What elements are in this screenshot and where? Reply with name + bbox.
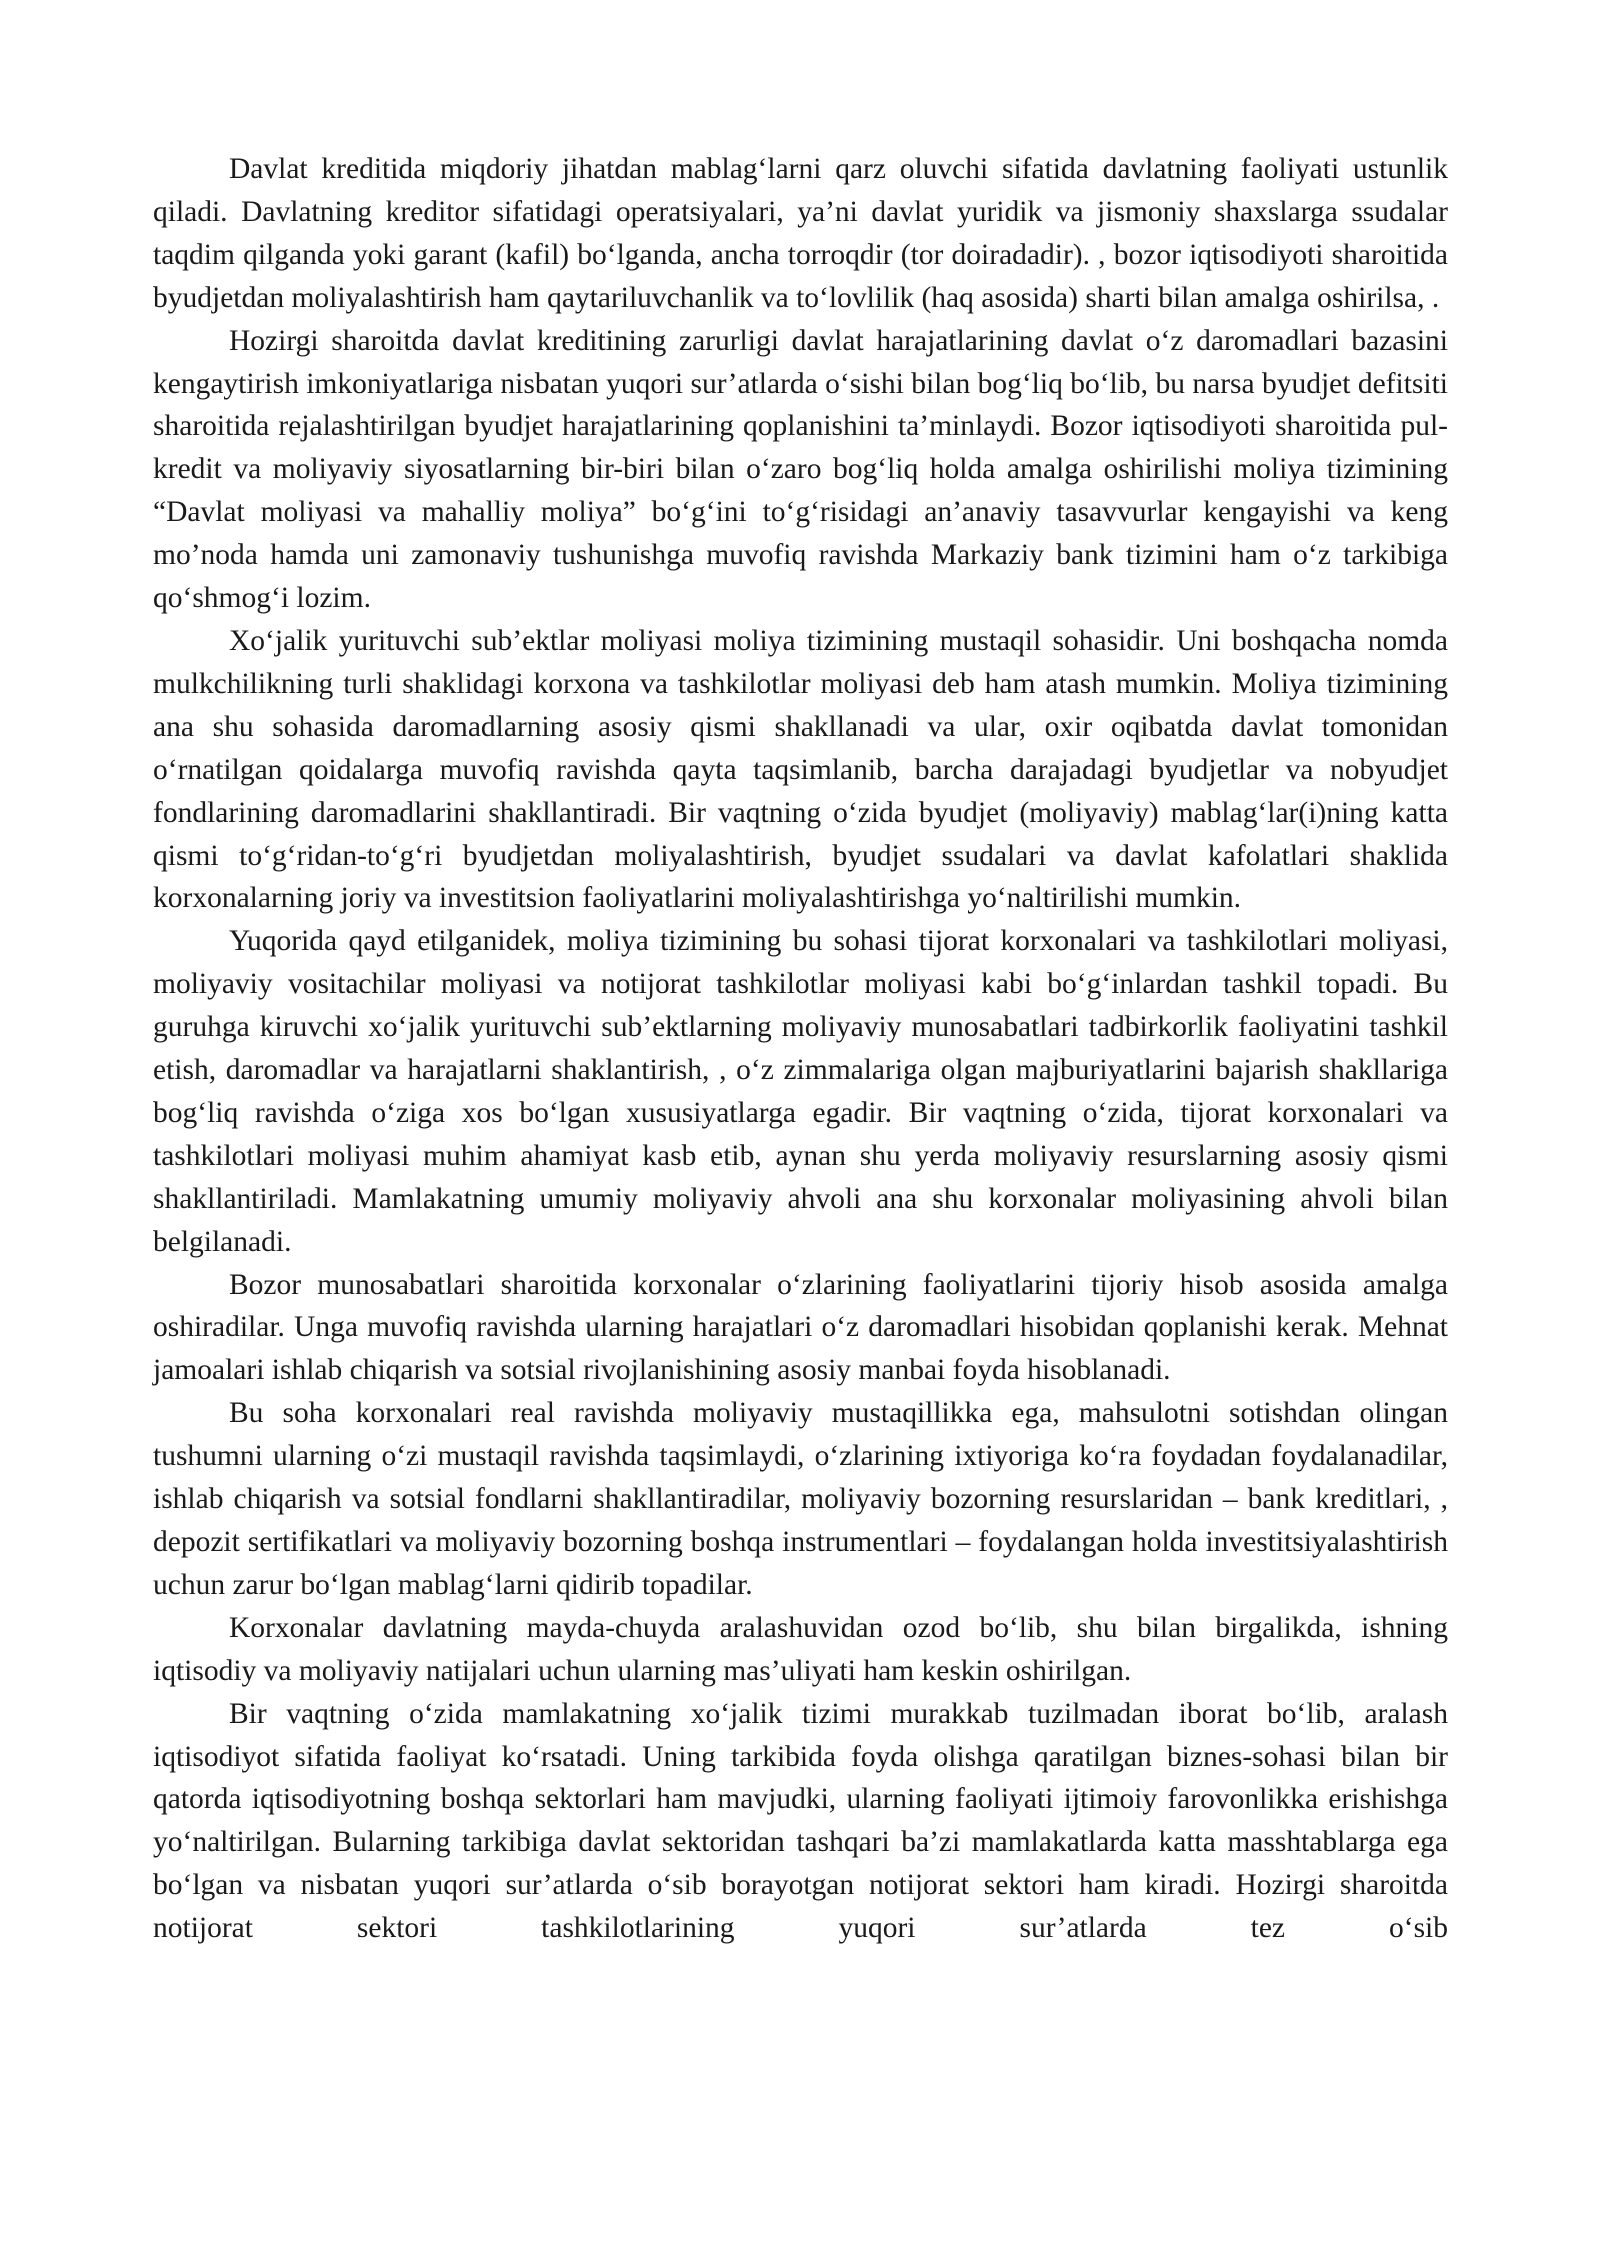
document-page [153,148,1448,1950]
paragraph-3: Xo‘jalik yurituvchi sub’ektlar moliyasi moliya tizimining mustaqil sohasidir. Uni boshqacha nomda mulkchilikning turli shaklidagi korxona va tashkilotlar moliyasi deb ham atash mumkin. Moliya tizimining ana shu sohasida daromadlarning asosiy qismi shakllanadi va ular, oxir oqibatda davlat tomonidan o‘rnatilgan qoidalarga muvofiq ravishda qayta taqsimlanib, barcha darajadagi byudjetlar va nobyudjet fondlarining daromadlarini shakllantiradi. Bir vaqtning o‘zida byudjet (moliyaviy) mablag‘lar(i)ning katta qismi to‘g‘ridan-to‘g‘ri byudjetdan moliyalashtirish, byudjet ssudalari va davlat kafolatlari shaklida korxonalarning joriy va investitsion faoliyatlarini moliyalashtirishga yo‘naltirilishi mumkin. [153,624,1448,915]
paragraph-6: Bu soha korxonalari real ravishda moliyaviy mustaqillikka ega, mahsulotni sotishdan olingan tushumni ularning o‘zi mustaqil ravishda taqsimlaydi, o‘zlarining ixtiyoriga ko‘ra foydadan foydalanadilar, ishlab chiqarish va sotsial fondlarni shakllantiradilar, moliyaviy bozorning resurslaridan – bank kreditlari, , depozit sertifikatlari va moliyaviy bozorning boshqa instrumentlari – foydalangan holda investitsiyalashtirish uchun zarur bo‘lgan mablag‘larni qidirib topadilar. [153,1397,1448,1601]
paragraph-1: Davlat kreditida miqdoriy jihatdan mablag‘larni qarz oluvchi sifatida davlatning faoliyati ustunlik qiladi. Davlatning kreditor sifatidagi operatsiyalari, ya’ni davlat yuridik va jismoniy shaxslarga ssudalar taqdim qilganda yoki garant (kafil) bo‘lganda, ancha torroqdir (tor doiradadir). , bozor iqtisodiyoti sharoitida byudjetdan moliyalashtirish ham qaytariluvchanlik va to‘lovlilik (haq asosida) sharti bilan amalga oshirilsa, . [153,153,1448,314]
paragraph-8: Bir vaqtning o‘zida mamlakatning xo‘jalik tizimi murakkab tuzilmadan iborat bo‘lib, aralash iqtisodiyot sifatida faoliyat ko‘rsatadi. Uning tarkibida foyda olishga qaratilgan biznes-sohasi bilan bir qatorda iqtisodiyotning boshqa sektorlari ham mavjudki, ularning faoliyati ijtimoiy farovonlikka erishishga yo‘naltirilgan. Bularning tarkibiga davlat sektoridan tashqari ba’zi mamlakatlarda katta masshtablarga ega bo‘lgan va nisbatan yuqori sur’atlarda o‘sib borayotgan notijorat sektori ham kiradi. Hozirgi sharoitda notijorat sektori tashkilotlarining yuqori sur’atlarda tez o‘sib [153,1697,1448,1945]
paragraph-4: Yuqorida qayd etilganidek, moliya tizimining bu sohasi tijorat korxonalari va tashkilotlari moliyasi, moliyaviy vositachilar moliyasi va notijorat tashkilotlar moliyasi kabi bo‘g‘inlardan tashkil topadi. Bu guruhga kiruvchi xo‘jalik yurituvchi sub’ektlarning moliyaviy munosabatlari tadbirkorlik faoliyatini tashkil etish, daromadlar va harajatlarni shaklantirish, , o‘z zimmalariga olgan majburiyatlarini bajarish shakllariga bog‘liq ravishda o‘ziga xos bo‘lgan xususiyatlarga egadir. Bir vaqtning o‘zida, tijorat korxonalari va tashkilotlari moliyasi muhim ahamiyat kasb etib, aynan shu yerda moliyaviy resurslarning asosiy qismi shakllantiriladi. Mamlakatning umumiy moliyaviy ahvoli ana shu korxonalar moliyasining ahvoli bilan belgilanadi. [153,925,1448,1258]
paragraph-5: Bozor munosabatlari sharoitida korxonalar o‘zlarining faoliyatlarini tijoriy hisob asosida amalga oshiradilar. Unga muvofiq ravishda ularning harajatlari o‘z daromadlari hisobidan qoplanishi kerak. Mehnat jamoalari ishlab chiqarish va sotsial rivojlanishining asosiy manbai foyda hisoblanadi. [153,1268,1448,1387]
paragraph-7: Korxonalar davlatning mayda-chuyda aralashuvidan ozod bo‘lib, shu bilan birgalikda, ishning iqtisodiy va moliyaviy natijalari uchun ularning mas’uliyati ham keskin oshirilgan. [153,1611,1448,1687]
paragraph-2: Hozirgi sharoitda davlat kreditining zarurligi davlat harajatlarining davlat o‘z daromadlari bazasini kengaytirish imkoniyatlariga nisbatan yuqori sur’atlarda o‘sishi bilan bog‘liq bo‘lib, bu narsa byudjet defitsiti sharoitida rejalashtirilgan byudjet harajatlarining qoplanishini ta’minlaydi. Bozor iqtisodiyoti sharoitida pul-kredit va moliyaviy siyosatlarning bir-biri bilan o‘zaro bog‘liq holda amalga oshirilishi moliya tizimining “Davlat moliyasi va mahalliy moliya” bo‘g‘ini to‘g‘risidagi an’anaviy tasavvurlar kengayishi va keng mo’noda hamda uni zamonaviy tushunishga muvofiq ravishda Markaziy bank tizimini ham o‘z tarkibiga qo‘shmog‘i lozim. [153,324,1448,615]
